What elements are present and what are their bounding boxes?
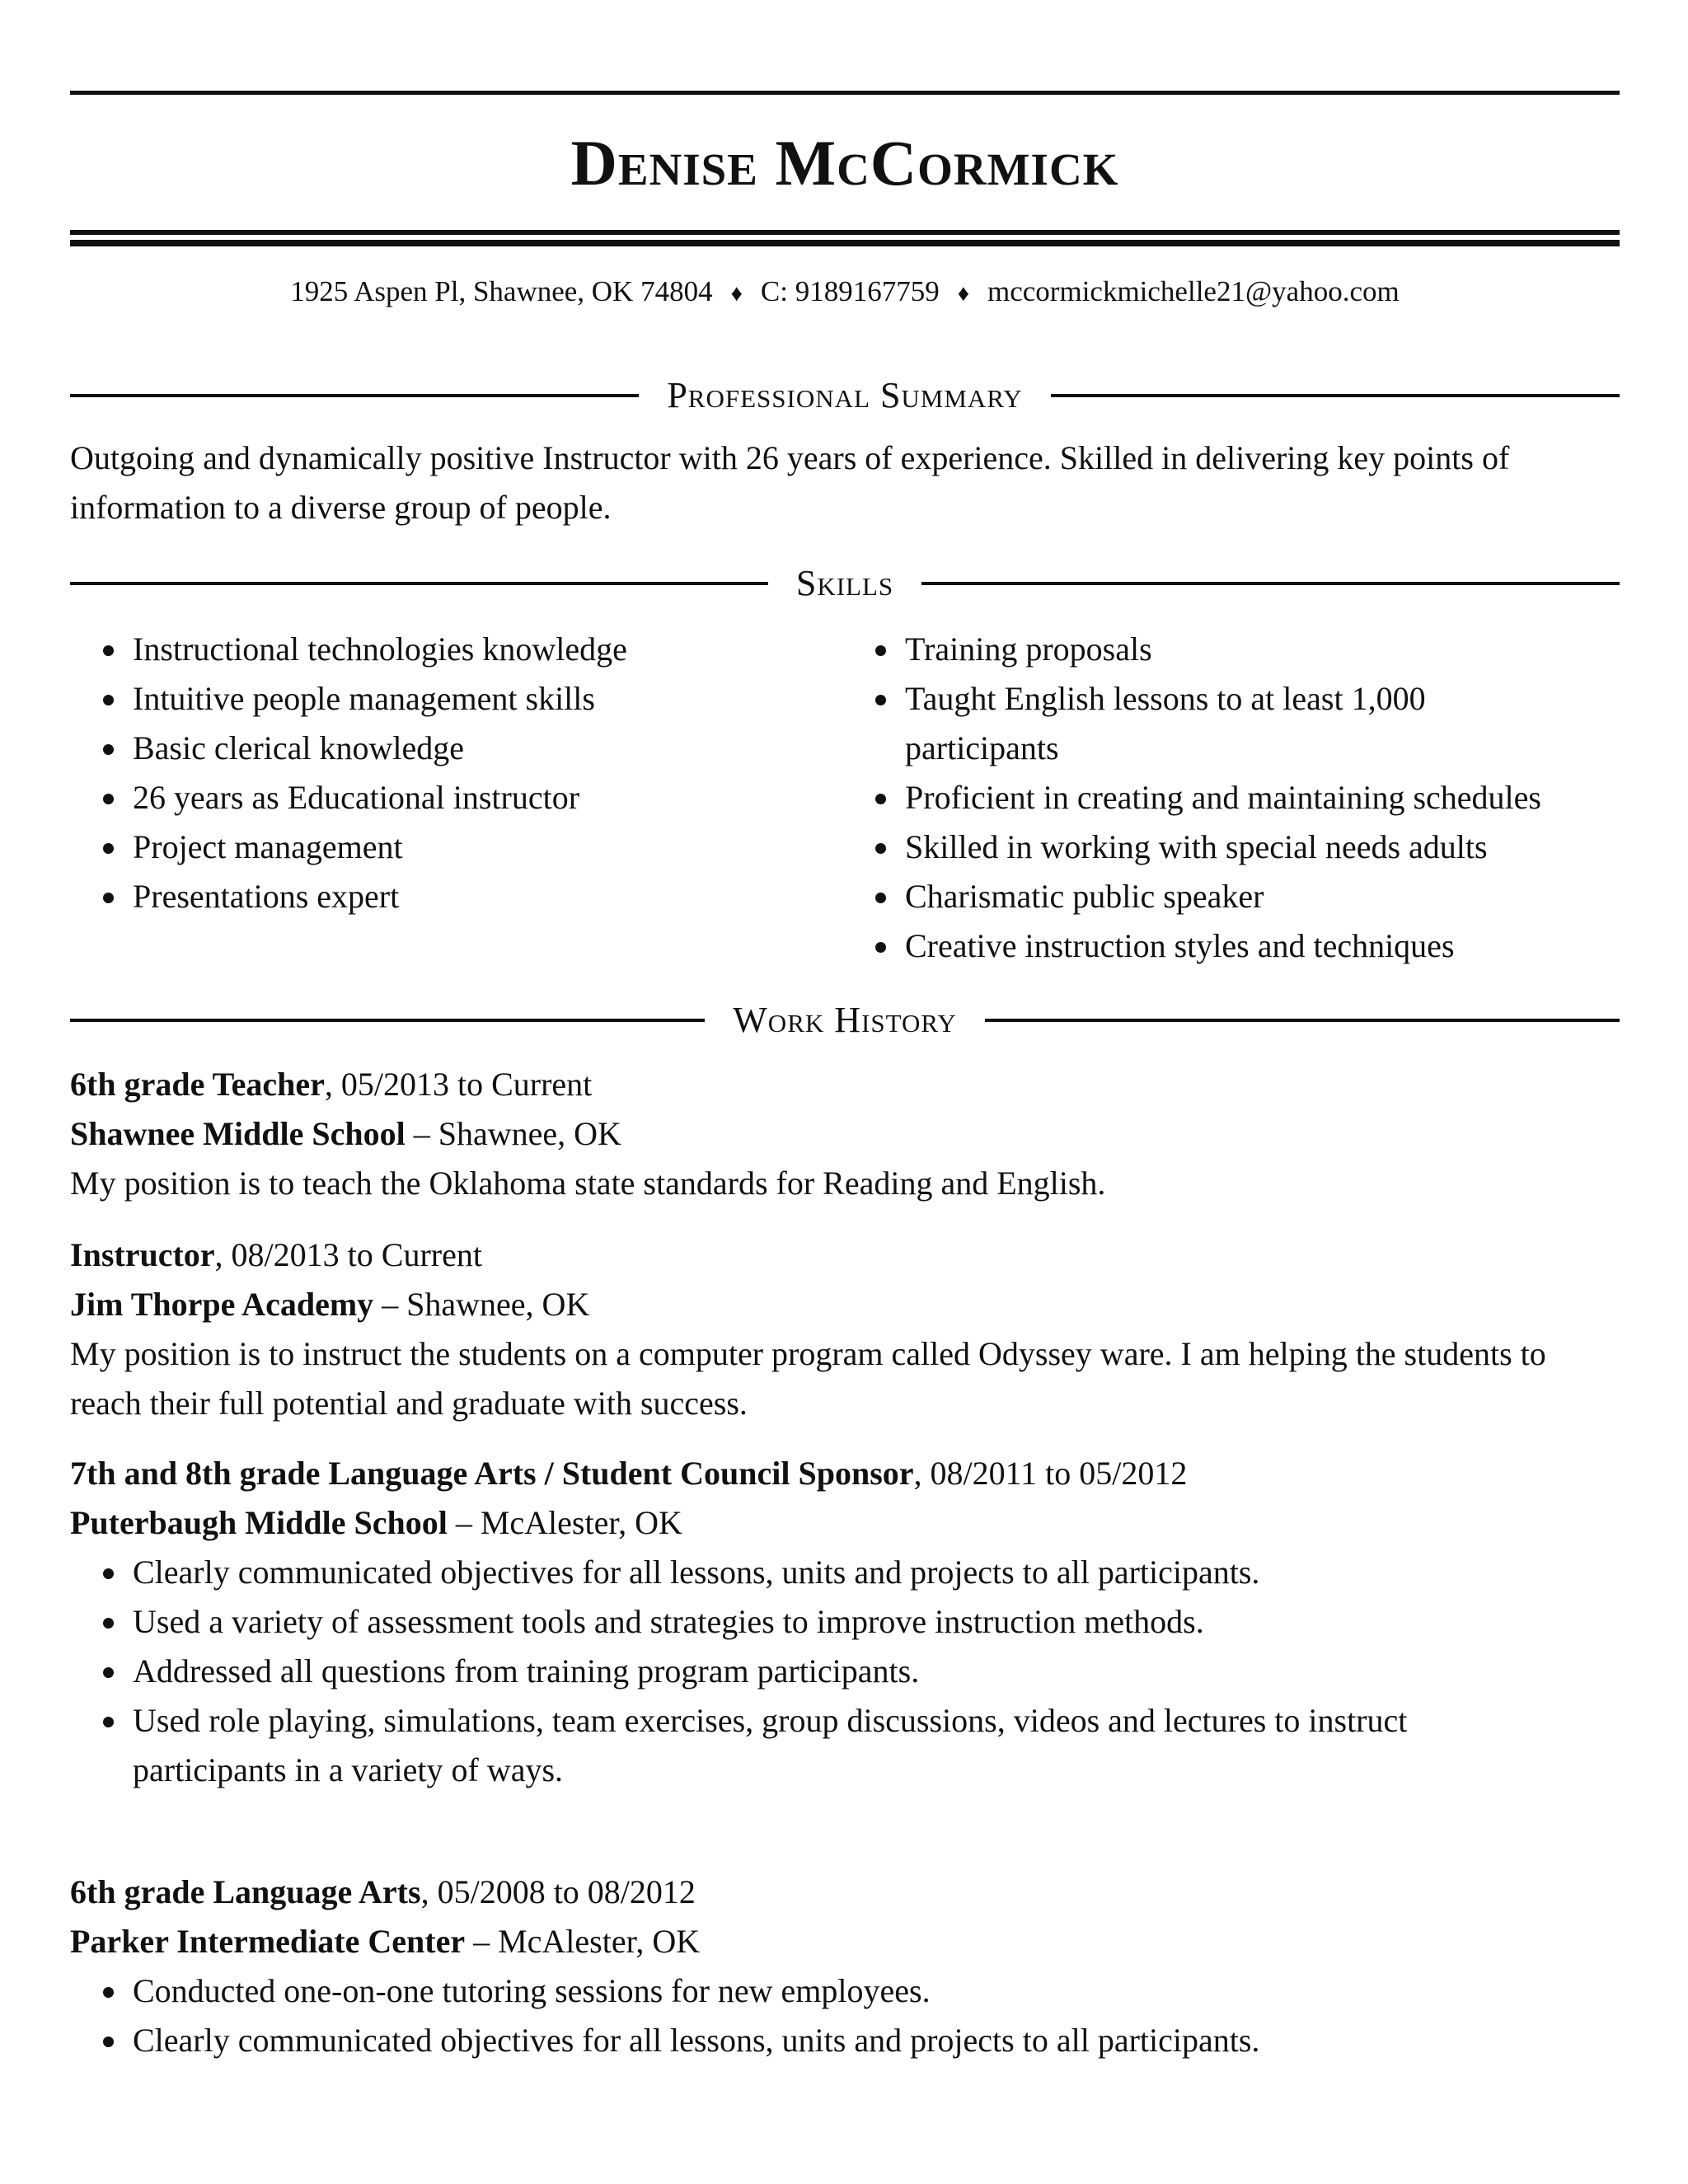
job-bullet: Used a variety of assessment tools and strategies to improve instruction methods. [70, 1597, 1620, 1647]
candidate-name: Denise McCormick [570, 127, 1119, 199]
skill-item: 26 years as Educational instructor [70, 773, 812, 823]
job-location: – McAlester, OK [465, 1923, 701, 1960]
heading-rule-left [70, 582, 768, 585]
skills-list-right [842, 625, 1620, 971]
skill-item: Presentations expert [70, 872, 812, 921]
job-employer: Puterbaugh Middle School [70, 1504, 448, 1541]
skill-item: Skilled in working with special needs adults [842, 823, 1620, 872]
job-bullets [70, 1966, 1620, 2065]
skill-item: Charismatic public speaker [842, 872, 1620, 921]
address: 1925 Aspen Pl, Shawnee, OK 74804 [290, 275, 713, 307]
summary-text: Outgoing and dynamically positive Instructor with 26 years of experience. Skilled in delivering key points of information to a diverse group of people. [70, 439, 1510, 526]
job-role: Instructor [70, 1236, 215, 1273]
job-dates: , 05/2008 to 08/2012 [420, 1873, 696, 1910]
job-employer: Parker Intermediate Center [70, 1923, 466, 1960]
job-bullets [70, 1548, 1620, 1795]
skill-item: Basic clerical knowledge [70, 724, 812, 773]
job-bullet: Addressed all questions from training program participants. [70, 1647, 1620, 1696]
name-rule-double [70, 240, 1620, 246]
heading-rule-left [70, 1019, 705, 1022]
job-dates: , 05/2013 to Current [324, 1066, 593, 1103]
job-entry [70, 1060, 1620, 1208]
skill-item: Proficient in creating and maintaining schedules [842, 773, 1620, 823]
summary-heading [70, 373, 1620, 419]
skill-item: Project management [70, 823, 812, 872]
heading-rule-right [1051, 394, 1620, 397]
job-location: – McAlester, OK [447, 1504, 682, 1541]
job-entry [70, 1868, 1620, 2065]
job-description: My position is to instruct the students on a computer program called Odyssey ware. I am helping the students to reach their full potential and graduate with success. [70, 1335, 1546, 1422]
heading-rule-right [985, 1019, 1620, 1022]
job-entry [70, 1449, 1620, 1795]
summary-title: Professional Summary [667, 375, 1023, 415]
work-title: Work History [733, 1000, 957, 1040]
name-rule-thick [70, 230, 1620, 235]
job-bullet: Clearly communicated objectives for all lessons, units and projects to all participants. [70, 2016, 1620, 2065]
skills-list-left [70, 625, 812, 921]
job-role: 6th grade Teacher [70, 1066, 325, 1103]
skill-item: Creative instruction styles and techniques [842, 921, 1620, 971]
job-description: My position is to teach the Oklahoma state standards for Reading and English. [70, 1165, 1106, 1202]
skill-item: Intuitive people management skills [70, 674, 812, 724]
job-bullet: Clearly communicated objectives for all lessons, units and projects to all participants. [70, 1548, 1620, 1597]
job-role: 7th and 8th grade Language Arts / Student Council Sponsor [70, 1455, 914, 1492]
diamond-separator-icon: ♦ [730, 281, 743, 307]
phone: C: 9189167759 [760, 275, 940, 307]
job-entry [70, 1230, 1620, 1428]
job-role: 6th grade Language Arts [70, 1873, 421, 1910]
skill-item: Taught English lessons to at least 1,000 participants [842, 674, 1432, 773]
heading-rule-left [70, 394, 639, 397]
job-employer: Jim Thorpe Academy [70, 1286, 374, 1323]
job-dates: , 08/2013 to Current [214, 1236, 482, 1273]
diamond-separator-icon: ♦ [957, 281, 970, 307]
skill-item: Instructional technologies knowledge [70, 625, 812, 674]
job-dates: , 08/2011 to 05/2012 [913, 1455, 1188, 1492]
skills-title: Skills [795, 563, 894, 603]
top-rule [70, 91, 1620, 95]
contact-line [70, 274, 1620, 310]
job-bullet: Conducted one-on-one tutoring sessions for new employees. [70, 1966, 1620, 2016]
email: mccormickmichelle21@yahoo.com [987, 275, 1400, 307]
job-location: – Shawnee, OK [373, 1286, 590, 1323]
skill-item: Training proposals [842, 625, 1620, 674]
skills-heading [70, 560, 1620, 607]
job-location: – Shawnee, OK [405, 1115, 621, 1152]
job-bullet: Used role playing, simulations, team exercises, group discussions, videos and lectures to instruct participants in a variety of ways. [70, 1696, 1534, 1795]
heading-rule-right [921, 582, 1620, 585]
job-employer: Shawnee Middle School [70, 1115, 406, 1152]
work-heading [70, 997, 1620, 1043]
